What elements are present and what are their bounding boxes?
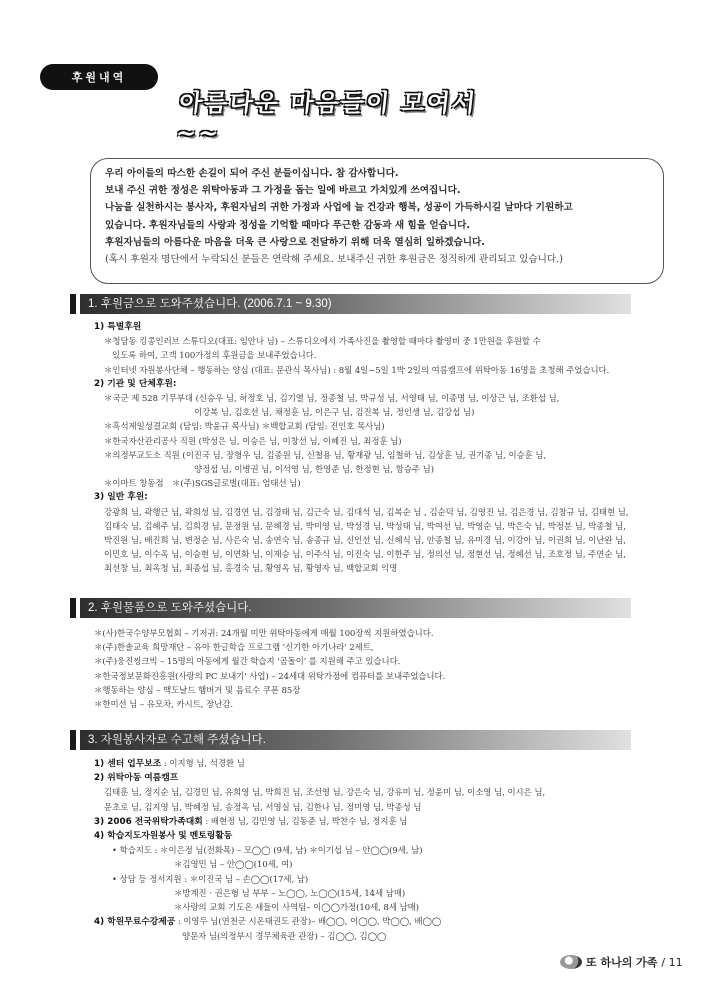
- volunteer-names: 양문자 님(의정부시 경무체육관 관장) – 김◯◯, 김◯◯: [182, 931, 387, 942]
- volunteer-names: 문초로 님, 김지영 님, 박혜정 님, 송정옥 님, 서영실 님, 김한나 님, 정미영 님, 박종성 님: [104, 801, 422, 812]
- intro-line: 있습니다. 후원자님들의 사랑과 정성을 기억할 때마다 푸근한 감동과 새 힘을 얻습니다.: [105, 219, 471, 231]
- intro-line: 보내 주신 귀한 정성은 위탁아동과 그 가정을 돕는 일에 바르고 가치있게 쓰여집니다.: [105, 185, 461, 197]
- volunteer-label: 3) 2006 전국위탁가족대회: [94, 816, 203, 827]
- volunteer-names: : 이영두 님(연천군 시온태권도 관장)– 배◯◯, 이◯◯, 박◯◯, 배◯◯: [175, 916, 442, 927]
- donation-line: ＊의정부교도소 직원 (이진국 님, 장형우 님, 김종원 님, 신철용 님, 황재광 님, 임철하 님, 김상훈 님, 권기종 님, 이승훈 님,: [104, 449, 547, 460]
- donation-line: ＊국군 제 528 기무부대 (신승우 님, 허정호 님, 김기열 님, 정종철 님, 박규성 님, 서영태 님, 이종명 님, 이상근 님, 조환섭 님,: [104, 393, 560, 404]
- goods-line: ＊한국정보문화진흥원(사랑의 PC 보내기' 사업) – 24세대 위탁가정에 컴퓨터를 보내주었습니다.: [94, 670, 446, 681]
- section3-content: [94, 756, 674, 944]
- volunteer-line: [94, 814, 674, 829]
- volunteer-line: [94, 756, 674, 771]
- volunteer-label: 4) 학원무료수강제공: [94, 917, 176, 928]
- intro-box: [90, 158, 664, 284]
- donation-line: ＊인터넷 자원봉사단체 – 행동하는 양심 (대표: 문관식 목사님) : 8월 4일~5일 1박 2일의 여름캠프에 위탁아동 16명을 초청해 주었습니다.: [104, 364, 610, 375]
- org-donation-heading: 2) 기관 및 단체후원:: [94, 378, 177, 389]
- section3-title-bar: 3. 자원봉사자로 수고해 주셨습니다.: [80, 730, 631, 750]
- mentoring-line: ＊사랑의 교회 기도온 새들이 사역팀– 이◯◯가정(10세, 8세 남매): [174, 902, 420, 913]
- volunteer-names: 김태훈 님, 정지순 님, 김경민 님, 유희영 님, 박희진 님, 조선영 님, 강은숙 님, 강유미 님, 정윤미 님, 이소영 님, 이시은 님,: [104, 787, 546, 798]
- goods-line: ＊(주)웅진씽크빅 – 15명의 아동에게 월간 학습지 '곰돌이' 를 지원해 주고 있습니다.: [94, 656, 401, 667]
- intro-line: 나눔을 실천하시는 봉사자, 후원자님의 귀한 가정과 사업에 늘 건강과 행복, 성공이 가득하시길 날마다 기원하고: [105, 202, 573, 214]
- magazine-logo-icon: [560, 955, 582, 969]
- page-footer: [560, 954, 683, 970]
- donation-line: 이강복 님, 김호선 님, 채정훈 님, 이은구 님, 김진복 님, 정인생 님, 김강섭 님): [194, 407, 475, 418]
- donation-line: ＊한국자산관리공사 직원 (박성은 님, 이승은 님, 이창선 님, 이혜진 님, 최정훈 님): [104, 435, 402, 446]
- volunteer-label: 4) 학습지도자원봉사 및 멘토링활동: [94, 831, 233, 842]
- mentoring-line: • 학습지도 : ＊이은정 님(전화목) – 모◯◯ (9세, 남) ＊이기섭 님 – 안◯◯(9세, 남): [112, 845, 423, 856]
- general-donation-heading: 3) 일반 후원:: [94, 492, 148, 503]
- intro-line: 우리 아이들의 따스한 손길이 되어 주신 분들이십니다. 참 감사합니다.: [105, 168, 399, 179]
- volunteer-names: : 이지형 님, 석경환 님: [161, 758, 245, 768]
- section2-content: [94, 626, 674, 711]
- magazine-name: 또 하나의 가족: [586, 956, 658, 969]
- goods-line: ＊행동하는 양심 – 맥도날드 햄버거 및 음료수 쿠폰 85장: [94, 684, 301, 695]
- donor-names-line: 최선창 님, 최옥청 님, 최종섭 님, 홍경숙 님, 황영옥 님, 황영자 님, 백합교회 익명: [104, 563, 398, 574]
- intro-line: 후원자님들의 아름다운 마음을 더욱 큰 사랑으로 전달하기 위해 더욱 열심히 일하겠습니다.: [105, 236, 485, 248]
- donation-line: ＊청담동 킹콩인러브 스튜디오(대표: 임안나 님) – 스튜디오에서 가족사진을 촬영할 때마다 촬영비 중 1만원을 후원할 수: [104, 336, 541, 347]
- donation-line: 양정섭 님, 이병권 님, 이석영 님, 한영준 님, 한정현 님, 함승주 님): [194, 464, 435, 475]
- section-tag: 후원내역: [40, 64, 158, 90]
- goods-line: ＊(사)한국수양부모협회 – 기저귀: 24개월 미만 위탁아동에게 매월 100장씩 지원하였습니다.: [94, 628, 434, 638]
- donor-names-line: 강광희 님, 곽행근 님, 곽희성 님, 김경연 님, 김경태 님, 김근숙 님, 김대석 님, 김복순 님 , 김순덕 님, 김영진 님, 김은경 님, 김창규 님, 김태현 님,: [104, 506, 629, 517]
- donor-names-line: 이민호 님, 이수옥 님, 이승현 님, 이연화 님, 이재승 님, 이주식 님, 이진숙 님, 이한주 님, 정의선 님, 정현선 님, 정혜선 님, 조호정 님, 주연순 님,: [104, 549, 626, 560]
- mentoring-line: • 상담 등 정서지원 : ＊이진국 님 – 손◯◯(17세, 남): [112, 873, 309, 884]
- goods-line: ＊한미선 님 – 유모차, 카시트, 장난감.: [94, 699, 234, 710]
- section2-title-bar: 2. 후원물품으로 도와주셨습니다.: [80, 598, 631, 618]
- volunteer-label: 1) 센터 업무보조: [94, 759, 162, 769]
- special-donation-heading: 1) 특별후원: [94, 322, 142, 332]
- donation-line: 있도록 하여, 고객 100가정의 후원금을 보내주었습니다.: [112, 350, 317, 361]
- intro-note: (혹시 후원자 명단에서 누락되신 분들은 연락해 주세요. 보내주신 귀한 후원금은 정직하게 관리되고 있습니다.): [105, 254, 563, 266]
- donation-line: ＊이마트 창동점 ＊(주)SGS글로벌(대표: 엄태선 님): [104, 478, 301, 489]
- donor-names-line: 박진원 님, 배진희 님, 변정순 님, 사은숙 님, 송연숙 님, 송종규 님, 신인선 님, 신혜식 님, 안종철 님, 유미경 님, 이강아 님, 이권희 님, 이난완 님,: [104, 535, 626, 546]
- mentoring-line: ＊방계진 · 권은형 님 부부 – 노◯◯, 노◯◯(15세, 14세 남매): [174, 887, 406, 898]
- section1-content: [94, 320, 674, 576]
- volunteer-names: : 배현정 님, 김민영 님, 김동준 님, 박찬수 님, 정지훈 님: [202, 815, 408, 826]
- donation-line: ＊흑석제일성결교회 (담임: 박윤규 목사님) ＊백합교회 (담임: 진인호 목사님): [104, 421, 385, 432]
- mentoring-line: ＊김영민 님 – 안◯◯(10세, 여): [174, 859, 293, 870]
- volunteer-line: [94, 914, 674, 929]
- page-number: / 11: [661, 955, 683, 969]
- section1-title-bar: 1. 후원금으로 도와주셨습니다. (2006.7.1 ~ 9.30): [80, 294, 631, 314]
- volunteer-label: 2) 위탁아동 여름캠프: [94, 773, 179, 784]
- page-headline: 아름다운 마음들이 모여서~~: [174, 88, 479, 147]
- donor-names-line: 김태숙 님, 김혜주 님, 김희경 님, 문정원 님, 문혜경 님, 박미영 님, 박성경 님, 박성태 님, 박여선 님, 박영순 님, 박은숙 님, 박정분 님, 박종철 님,: [104, 520, 626, 531]
- goods-line: ＊(주)한솔교육 희망재단 – 유아 한글학습 프로그램 '신기한 아기나라' 2세트,: [94, 642, 374, 653]
